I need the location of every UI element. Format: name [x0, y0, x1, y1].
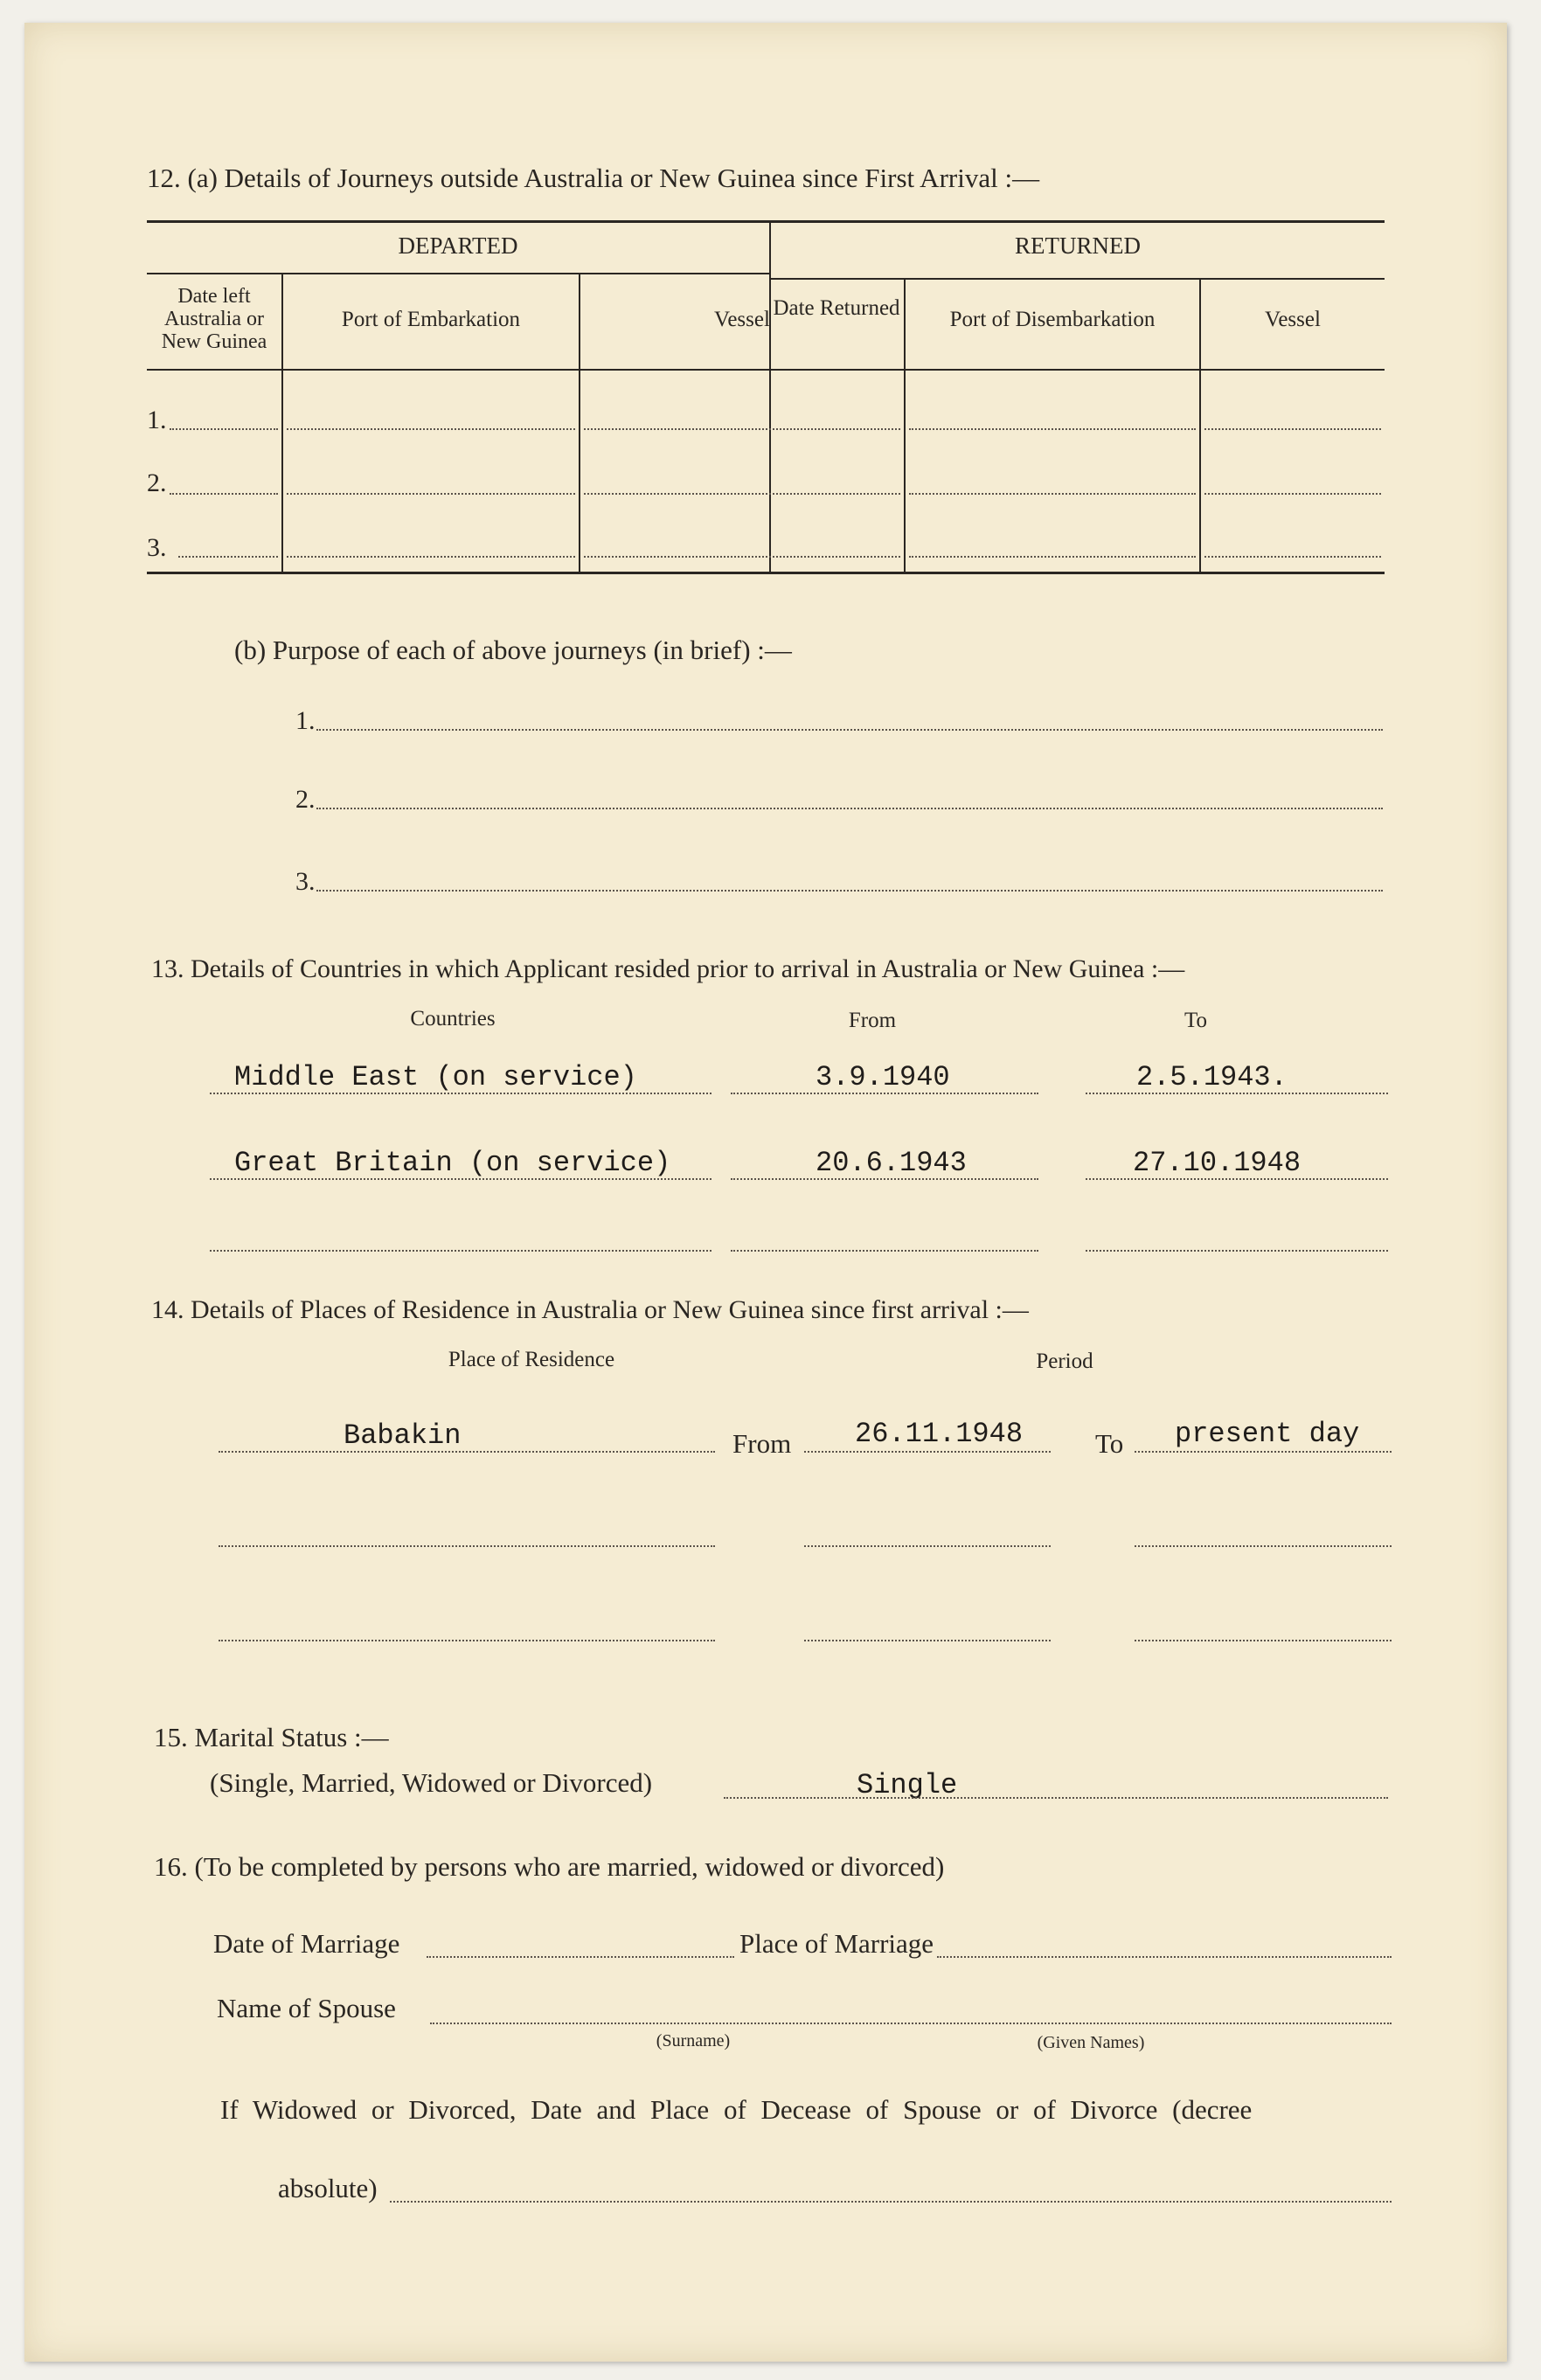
purpose-3-number: 3.	[295, 867, 316, 896]
country-3-to-field[interactable]	[1086, 1250, 1388, 1252]
residence-3-from-field[interactable]	[804, 1640, 1051, 1641]
marital-status-prompt: (Single, Married, Widowed or Divorced)	[210, 1767, 653, 1798]
residence-3-field[interactable]	[219, 1640, 715, 1641]
table-top-rule	[147, 220, 1385, 223]
residence-to: present day	[1175, 1418, 1360, 1450]
table-row-3-field[interactable]	[909, 556, 1196, 558]
q14-heading: 14. Details of Places of Residence in Australia or New Guinea since first arrival :—	[151, 1295, 1029, 1324]
country-3-field[interactable]	[210, 1250, 711, 1252]
table-row-2-number: 2.	[147, 468, 167, 497]
purpose-1-number: 1.	[295, 706, 316, 735]
table-row-1-number: 1.	[147, 406, 167, 434]
residence-to-field[interactable]	[1135, 1451, 1392, 1453]
col-period: Period	[1036, 1350, 1093, 1373]
residence-from: 26.11.1948	[855, 1418, 1024, 1450]
table-divider	[769, 222, 771, 572]
col-date-left: Date left Australia or New Guinea	[161, 285, 267, 353]
q12b-heading: (b) Purpose of each of above journeys (in brief) :—	[234, 635, 792, 665]
q13-heading: 13. Details of Countries in which Applicant resided prior to arrival in Australia or New Guinea :—	[151, 954, 1185, 983]
residence-from-field[interactable]	[804, 1451, 1051, 1453]
country-2-to: 27.10.1948	[1133, 1147, 1302, 1179]
spouse-name-label: Name of Spouse	[217, 1993, 396, 2023]
table-row-3-number: 3.	[147, 533, 167, 562]
q15-heading: 15. Marital Status :—	[154, 1722, 389, 1752]
country-1-from: 3.9.1940	[816, 1061, 950, 1093]
purpose-1-field[interactable]	[316, 729, 1383, 731]
col-port-embarkation: Port of Embarkation	[341, 308, 521, 331]
country-1-from-field[interactable]	[731, 1093, 1038, 1094]
purpose-2-field[interactable]	[316, 808, 1383, 809]
marital-status-value: Single	[857, 1769, 958, 1801]
table-row-2-field[interactable]	[170, 493, 278, 495]
form-page	[24, 23, 1507, 2362]
returned-header: RETURNED	[1015, 232, 1141, 259]
table-row-1-field[interactable]	[773, 428, 900, 430]
residence-place: Babakin	[344, 1419, 462, 1452]
country-2-from-field[interactable]	[731, 1178, 1038, 1180]
table-row-1-field[interactable]	[170, 428, 278, 430]
col-countries: Countries	[410, 1007, 496, 1030]
table-row-2-field[interactable]	[909, 493, 1196, 495]
table-row-2-field[interactable]	[773, 493, 900, 495]
table-row-1-field[interactable]	[909, 428, 1196, 430]
table-row-3-field[interactable]	[178, 556, 278, 558]
table-bottom-rule	[147, 572, 1385, 574]
purpose-2-number: 2.	[295, 785, 316, 814]
residence-to-label: To	[1095, 1428, 1124, 1459]
country-1-field[interactable]	[210, 1093, 711, 1094]
table-row-1-field[interactable]	[287, 428, 575, 430]
residence-2-to-field[interactable]	[1135, 1545, 1392, 1547]
departed-subrule	[147, 273, 769, 274]
place-of-marriage-field[interactable]	[937, 1956, 1392, 1958]
residence-from-label: From	[732, 1428, 792, 1459]
table-row-3-field[interactable]	[773, 556, 900, 558]
country-3-from-field[interactable]	[731, 1250, 1038, 1252]
residence-place-field[interactable]	[219, 1451, 715, 1453]
residence-2-field[interactable]	[219, 1545, 715, 1547]
q16-heading: 16. (To be completed by persons who are married, widowed or divorced)	[154, 1851, 945, 1882]
given-names-caption: (Given Names)	[1037, 2033, 1145, 2052]
col-date-returned: Date Returned	[773, 296, 900, 320]
table-row-3-field[interactable]	[1204, 556, 1381, 558]
col-place-of-residence: Place of Residence	[448, 1348, 615, 1371]
table-row-3-field[interactable]	[287, 556, 575, 558]
spouse-name-field[interactable]	[430, 2023, 1392, 2024]
col-vessel-departed: Vessel	[714, 308, 770, 331]
date-of-marriage-label: Date of Marriage	[213, 1928, 400, 1959]
country-2-to-field[interactable]	[1086, 1178, 1388, 1180]
surname-caption: (Surname)	[656, 2031, 731, 2050]
header-bottom-rule	[147, 369, 1385, 371]
decease-divorce-field[interactable]	[390, 2201, 1392, 2203]
col-from: From	[848, 1009, 897, 1032]
table-row-1-field[interactable]	[1204, 428, 1381, 430]
country-1-to-field[interactable]	[1086, 1093, 1388, 1094]
returned-subrule	[771, 278, 1385, 280]
place-of-marriage-label: Place of Marriage	[739, 1928, 934, 1959]
country-2-from: 20.6.1943	[816, 1147, 967, 1179]
date-of-marriage-field[interactable]	[427, 1956, 734, 1958]
departed-header: DEPARTED	[398, 232, 518, 259]
country-2-field[interactable]	[210, 1178, 711, 1180]
residence-2-from-field[interactable]	[804, 1545, 1051, 1547]
col-to: To	[1184, 1009, 1208, 1032]
country-2: Great Britain (on service)	[234, 1147, 671, 1179]
residence-3-to-field[interactable]	[1135, 1640, 1392, 1641]
absolute-label: absolute)	[278, 2173, 378, 2203]
q12-heading: 12. (a) Details of Journeys outside Australia or New Guinea since First Arrival :—	[147, 163, 1040, 193]
decease-divorce-text: If Widowed or Divorced, Date and Place of Decease of Spouse or of Divorce (decree	[220, 2094, 1253, 2125]
table-row-2-field[interactable]	[1204, 493, 1381, 495]
table-row-2-field[interactable]	[287, 493, 575, 495]
col-port-disembarkation: Port of Disembarkation	[949, 308, 1156, 331]
col-vessel-returned: Vessel	[1265, 308, 1321, 331]
purpose-3-field[interactable]	[316, 890, 1383, 892]
country-1: Middle East (on service)	[234, 1061, 637, 1093]
country-1-to: 2.5.1943.	[1136, 1061, 1288, 1093]
marital-status-field[interactable]	[724, 1797, 1388, 1799]
